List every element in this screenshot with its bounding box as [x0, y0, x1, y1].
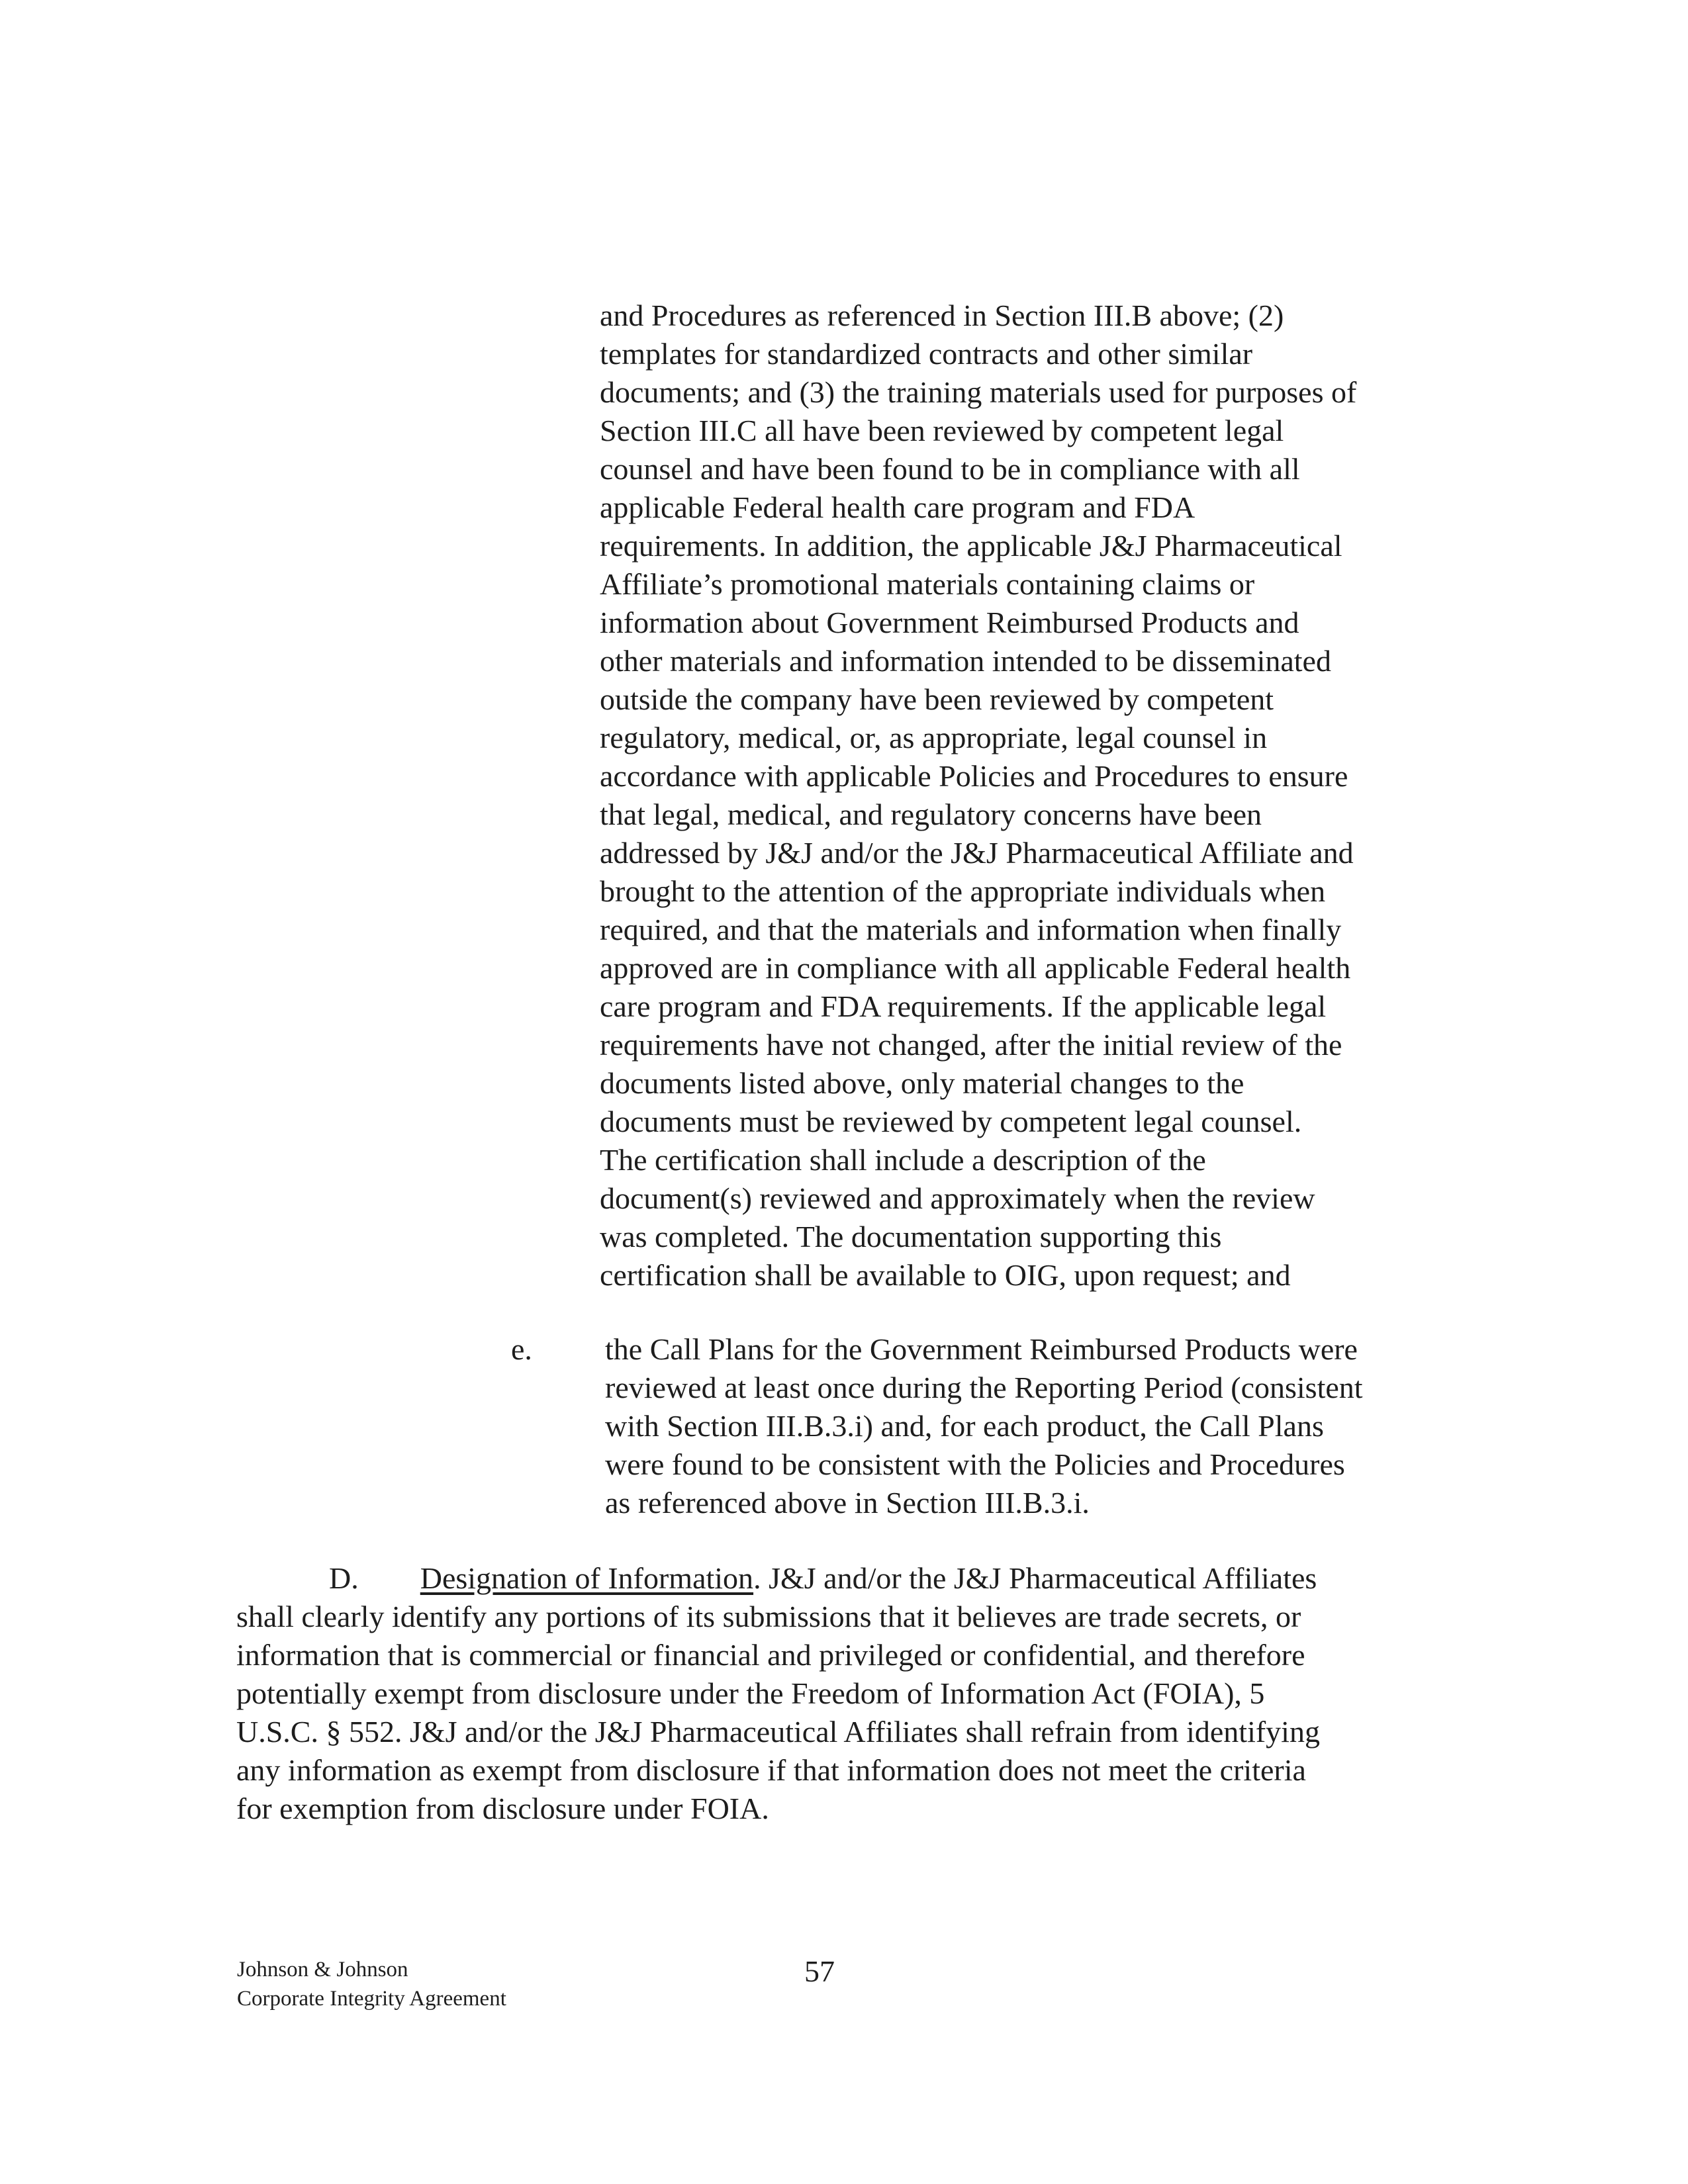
paragraph-line: was completed. The documentation supporting this [600, 1220, 1222, 1253]
paragraph-line: brought to the attention of the appropriate individuals when [600, 874, 1326, 908]
paragraph-line: Section III.C all have been reviewed by competent legal [600, 414, 1284, 447]
paragraph-line: reviewed at least once during the Reporting Period (consistent [605, 1371, 1363, 1404]
section-heading: Designation of Information [420, 1561, 754, 1595]
paragraph-line: requirements. In addition, the applicable J&J Pharmaceutical [600, 529, 1342, 563]
footer-company: Johnson & Johnson [237, 1958, 408, 1981]
footer-document-title: Corporate Integrity Agreement [237, 1987, 506, 2011]
page-number: 57 [804, 1954, 835, 1988]
paragraph-line: the Call Plans for the Government Reimbursed Products were [605, 1332, 1358, 1366]
section-letter: D. [329, 1561, 359, 1595]
paragraph-line: U.S.C. § 552. J&J and/or the J&J Pharmaceutical Affiliates shall refrain from identifying [236, 1715, 1320, 1749]
paragraph-line: as referenced above in Section III.B.3.i. [605, 1486, 1090, 1520]
paragraph-line: approved are in compliance with all applicable Federal health [600, 951, 1351, 985]
section-first-line [329, 1559, 1317, 1598]
paragraph-line: potentially exempt from disclosure under the Freedom of Information Act (FOIA), 5 [236, 1676, 1265, 1710]
paragraph-line: regulatory, medical, or, as appropriate, legal counsel in [600, 721, 1268, 754]
paragraph-line: addressed by J&J and/or the J&J Pharmaceutical Affiliate and [600, 836, 1354, 870]
paragraph-line: requirements have not changed, after the initial review of the [600, 1028, 1342, 1062]
list-marker: e. [511, 1332, 532, 1366]
paragraph-line: information about Government Reimbursed Products and [600, 606, 1299, 639]
paragraph-line: certification shall be available to OIG, upon request; and [600, 1258, 1291, 1292]
paragraph-line: that legal, medical, and regulatory concerns have been [600, 797, 1262, 831]
paragraph-line: for exemption from disclosure under FOIA. [236, 1792, 769, 1825]
paragraph-line: information that is commercial or financial and privileged or confidential, and therefore [236, 1638, 1305, 1672]
paragraph-line: were found to be consistent with the Policies and Procedures [605, 1447, 1345, 1481]
paragraph-line: and Procedures as referenced in Section III.B above; (2) [600, 298, 1284, 332]
paragraph-line: accordance with applicable Policies and Procedures to ensure [600, 759, 1348, 793]
paragraph-line: shall clearly identify any portions of its submissions that it believes are trade secrets, or [236, 1600, 1301, 1633]
paragraph-line: documents; and (3) the training materials used for purposes of [600, 375, 1357, 409]
paragraph-line: The certification shall include a description of the [600, 1143, 1206, 1177]
paragraph-line: other materials and information intended to be disseminated [600, 644, 1331, 678]
paragraph-line: outside the company have been reviewed by competent [600, 682, 1274, 716]
paragraph-line: applicable Federal health care program and FDA [600, 490, 1196, 524]
section-first-line-text: . J&J and/or the J&J Pharmaceutical Affiliates [753, 1561, 1317, 1595]
paragraph-line: documents listed above, only material changes to the [600, 1066, 1244, 1100]
paragraph-line: Affiliate’s promotional materials containing claims or [600, 567, 1255, 601]
paragraph-line: document(s) reviewed and approximately when the review [600, 1181, 1315, 1215]
paragraph-line: documents must be reviewed by competent legal counsel. [600, 1105, 1302, 1138]
paragraph-line: templates for standardized contracts and other similar [600, 337, 1253, 371]
paragraph-line: required, and that the materials and information when finally [600, 913, 1342, 946]
paragraph-line: with Section III.B.3.i) and, for each product, the Call Plans [605, 1409, 1324, 1443]
paragraph-line: care program and FDA requirements. If the applicable legal [600, 989, 1327, 1023]
paragraph-line: counsel and have been found to be in compliance with all [600, 452, 1300, 486]
paragraph-line: any information as exempt from disclosure if that information does not meet the criteria [236, 1753, 1306, 1787]
